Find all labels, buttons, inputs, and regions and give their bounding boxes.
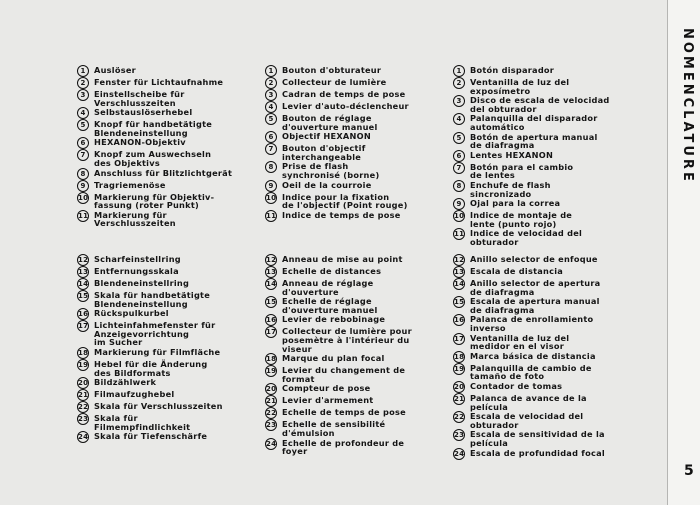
item-number-badge: 2 [77, 77, 89, 89]
item-number-badge: 24 [454, 449, 465, 458]
list-item [453, 266, 628, 278]
list-item [265, 383, 445, 395]
item-number-badge: 21 [454, 394, 465, 403]
list-item [77, 119, 255, 137]
item-number-badge: 16 [266, 316, 277, 325]
list-item [453, 393, 628, 411]
item-label: Bouton d'objectif interchangeable [282, 143, 366, 162]
item-number-badge: 4 [77, 107, 89, 119]
list-item [265, 353, 445, 365]
list-item [77, 290, 255, 308]
item-label: Knopf zum Auswechseln des Objektivs [94, 149, 212, 168]
french-list-top [265, 65, 445, 222]
item-label: Levier de rebobinage [282, 314, 386, 325]
list-item [77, 210, 255, 228]
item-number-badge: 17 [454, 334, 465, 343]
item-label: Marque du plan focal [282, 353, 385, 364]
item-label: Echelle de sensibilité d'émulsion [282, 419, 386, 438]
item-label: Escala de velocidad del obturador [470, 411, 584, 430]
item-number-badge: 21 [266, 397, 277, 406]
item-number-badge: 2 [265, 77, 277, 89]
item-label: Lichteinfahmefenster für Anzeigevorrichtung im Sucher [94, 320, 216, 348]
item-number-badge: 8 [265, 161, 277, 173]
list-item [77, 137, 255, 149]
list-item [265, 77, 445, 89]
list-item [265, 143, 445, 161]
item-number-badge: 18 [78, 348, 89, 357]
item-number-badge: 19 [454, 364, 465, 373]
list-item [453, 448, 628, 460]
list-item [453, 333, 628, 351]
list-item [265, 296, 445, 314]
list-item [453, 77, 628, 95]
list-item [453, 351, 628, 363]
item-label: Palanquilla de cambio de tamaño de foto [470, 362, 592, 382]
german-list-bottom [77, 254, 255, 443]
item-number-badge: 4 [265, 101, 277, 113]
list-item [77, 168, 255, 180]
list-item [265, 254, 445, 266]
list-item [453, 411, 628, 429]
list-item [453, 65, 628, 77]
item-number-badge: 11 [454, 230, 465, 239]
list-item [453, 95, 628, 113]
list-item [77, 347, 255, 359]
item-label: Tragriemenöse [94, 179, 166, 190]
item-label: Prise de flash synchronisé (borne) [282, 161, 380, 180]
list-item [265, 314, 445, 326]
item-label: Anillo selector de apertura de diafragma [470, 278, 601, 297]
item-number-badge: 17 [78, 322, 89, 331]
item-label: Rückspulkurbel [94, 308, 169, 319]
list-item [77, 377, 255, 389]
item-label: Cadran de temps de pose [282, 89, 406, 99]
item-number-badge: 18 [266, 355, 277, 364]
item-label: Botón de apertura manual de diafragma [470, 131, 598, 151]
list-item [265, 407, 445, 419]
item-label: Hebel für die Änderung des Bildformats [94, 358, 208, 378]
item-label: Bildzählwerk [94, 377, 157, 388]
item-label: Markierung für Objektiv- fassung (roter Punkt) [94, 191, 215, 211]
item-label: Echelle de temps de pose [282, 407, 406, 418]
item-label: Anillo selector de enfoque [470, 254, 598, 264]
item-label: Fenster für Lichtaufnahme [94, 77, 224, 87]
item-number-badge: 1 [265, 65, 277, 77]
item-label: Enchufe de flash sincronizado [470, 179, 551, 199]
item-label: Knopf für handbetätigte Blendeneinstellung [94, 119, 213, 138]
item-number-badge: 20 [78, 379, 89, 388]
item-number-badge: 10 [454, 212, 465, 221]
list-item [77, 278, 255, 290]
item-label: Botón para el cambio de lentes [470, 161, 574, 181]
item-number-badge: 20 [266, 385, 277, 394]
list-item [265, 101, 445, 113]
item-number-badge: 17 [266, 328, 277, 337]
list-item [77, 431, 255, 443]
list-item [265, 266, 445, 278]
item-label: Palanquilla del disparador automático [470, 113, 598, 132]
item-label: Ojal para la correa [470, 198, 561, 209]
item-label: Ventanilla de luz del medidor en el visor [470, 332, 570, 352]
item-number-badge: 12 [266, 256, 277, 264]
item-number-badge: 24 [266, 439, 277, 448]
item-label: Compteur de pose [282, 383, 371, 394]
list-item [77, 254, 255, 266]
list-item [77, 320, 255, 347]
item-label: Palanca de avance de la película [470, 392, 587, 412]
item-label: Levier d'armement [282, 395, 374, 406]
item-label: Escala de apertura manual de diafragma [470, 296, 600, 315]
list-item [265, 65, 445, 77]
list-item [77, 65, 255, 77]
item-number-badge: 12 [454, 256, 465, 264]
section-title: NOMENCLATURE [680, 28, 695, 184]
list-item [265, 180, 445, 192]
item-label: Echelle de réglage d'ouverture manuel [282, 296, 378, 315]
item-number-badge: 3 [265, 89, 277, 101]
list-item [453, 180, 628, 198]
item-number-badge: 7 [453, 162, 465, 174]
item-label: Echelle de distances [282, 266, 382, 276]
list-item [453, 429, 628, 447]
item-number-badge: 8 [77, 168, 89, 180]
item-number-badge: 9 [453, 198, 465, 210]
list-item [265, 326, 445, 353]
item-label: Filmaufzughebel [94, 389, 175, 400]
item-number-badge: 16 [454, 316, 465, 325]
list-item [453, 210, 628, 228]
list-item [453, 198, 628, 210]
item-number-badge: 24 [78, 433, 89, 442]
item-number-badge: 15 [266, 298, 277, 307]
list-item [453, 314, 628, 332]
item-number-badge: 23 [454, 431, 465, 440]
item-number-badge: 22 [266, 409, 277, 418]
item-label: Echelle de profondeur de foyer [282, 437, 405, 457]
list-item [77, 308, 255, 320]
list-item [453, 113, 628, 131]
item-number-badge: 22 [454, 413, 465, 422]
item-label: Selbstauslöserhebel [94, 107, 193, 118]
item-label: Contador de tomas [470, 380, 563, 391]
list-item [77, 359, 255, 377]
item-number-badge: 20 [454, 382, 465, 391]
french-list-bottom [265, 254, 445, 456]
list-item [77, 401, 255, 413]
list-item [453, 254, 628, 266]
item-label: Disco de escala de velocidad del obturador [470, 95, 610, 114]
item-label: Ventanilla de luz del exposímetro [470, 77, 570, 96]
item-number-badge: 6 [77, 137, 89, 149]
item-number-badge: 9 [265, 180, 277, 192]
item-number-badge: 11 [78, 211, 89, 220]
item-label: Scharfeinstellring [94, 254, 181, 264]
item-number-badge: 1 [77, 65, 89, 77]
item-number-badge: 14 [266, 280, 277, 288]
item-number-badge: 23 [266, 421, 277, 430]
item-number-badge: 11 [266, 211, 277, 220]
item-label: Indice pour la fixation de l'objectif (Point rouge) [282, 191, 408, 211]
list-item [77, 266, 255, 278]
item-label: Markierung für Verschlusszeiten [94, 209, 176, 229]
item-number-badge: 10 [78, 193, 89, 202]
item-label: Anneau de réglage d'ouverture [282, 278, 374, 297]
list-item [453, 150, 628, 162]
item-label: Objectif HEXANON [282, 131, 371, 142]
item-number-badge: 4 [453, 113, 465, 125]
item-label: HEXANON-Objektiv [94, 137, 186, 148]
list-item [77, 180, 255, 192]
item-label: Skala für Verschlusszeiten [94, 401, 223, 412]
item-label: Bouton de réglage d'ouverture manuel [282, 113, 378, 132]
page-number: 5 [684, 463, 694, 479]
list-item [453, 162, 628, 180]
item-label: Einstellscheibe für Verschlusszeiten [94, 89, 185, 108]
list-item [453, 228, 628, 246]
item-number-badge: 19 [266, 367, 277, 376]
item-label: Skala für handbetätigte Blendeneinstellung [94, 290, 211, 309]
item-number-badge: 5 [265, 113, 277, 125]
list-item [77, 389, 255, 401]
list-item [77, 107, 255, 119]
item-number-badge: 21 [78, 391, 89, 400]
list-item [265, 419, 445, 437]
item-number-badge: 6 [453, 150, 465, 162]
item-number-badge: 3 [77, 89, 89, 101]
item-label: Skala für Tiefenschärfe [94, 431, 208, 442]
item-number-badge: 2 [453, 77, 465, 89]
item-number-badge: 12 [78, 256, 89, 264]
item-number-badge: 3 [453, 95, 465, 107]
item-number-badge: 5 [77, 119, 89, 131]
item-label: Indice de temps de pose [282, 209, 401, 220]
item-number-badge: 22 [78, 403, 89, 412]
item-label: Entfernungsskala [94, 266, 179, 276]
item-label: Bouton d'obturateur [282, 65, 382, 75]
item-number-badge: 8 [453, 180, 465, 192]
item-label: Collecteur de lumière [282, 77, 387, 87]
item-number-badge: 13 [454, 268, 465, 276]
item-number-badge: 7 [265, 143, 277, 155]
item-number-badge: 16 [78, 310, 89, 319]
item-number-badge: 18 [454, 352, 465, 361]
item-number-badge: 15 [78, 292, 89, 300]
item-label: Indice de velocidad del obturador [470, 228, 583, 247]
list-item [265, 113, 445, 131]
list-item [265, 278, 445, 296]
item-label: Anschluss für Blitzlichtgerät [94, 167, 233, 178]
item-label: Lentes HEXANON [470, 149, 554, 160]
list-item [77, 149, 255, 167]
list-item [265, 89, 445, 101]
list-item [265, 131, 445, 143]
list-item [265, 210, 445, 222]
list-item [453, 296, 628, 314]
item-label: Marca básica de distancia [470, 350, 596, 361]
item-label: Blendeneinstellring [94, 278, 190, 288]
item-label: Escala de profundidad focal [470, 447, 605, 458]
list-item [453, 363, 628, 381]
item-number-badge: 9 [77, 180, 89, 192]
list-item [265, 192, 445, 210]
item-label: Oeil de la courroie [282, 179, 372, 190]
german-list-top [77, 65, 255, 228]
item-label: Skala für Filmempfindlichkeit [94, 413, 191, 432]
item-label: Levier d'auto-déclencheur [282, 101, 409, 111]
item-label: Levier du changement de format [282, 365, 406, 384]
list-item [265, 395, 445, 407]
item-number-badge: 14 [454, 280, 465, 288]
item-number-badge: 23 [78, 415, 89, 424]
item-number-badge: 1 [453, 65, 465, 77]
list-item [77, 77, 255, 89]
item-label: Markierung für Filmfläche [94, 346, 221, 357]
item-label: Anneau de mise au point [282, 254, 403, 264]
list-item [453, 381, 628, 393]
item-label: Auslöser [94, 65, 136, 75]
spanish-list-bottom [453, 254, 628, 460]
list-item [453, 278, 628, 296]
item-label: Palanca de enrollamiento inverso [470, 314, 594, 333]
spanish-list-top [453, 65, 628, 247]
item-number-badge: 10 [266, 193, 277, 202]
list-item [77, 89, 255, 107]
item-label: Escala de sensitividad de la película [470, 429, 605, 448]
item-label: Collecteur de lumière pour posemètre à l'intérieur du viseur [282, 326, 412, 354]
item-number-badge: 7 [77, 149, 89, 161]
list-item [265, 438, 445, 456]
item-number-badge: 6 [265, 131, 277, 143]
list-item [77, 413, 255, 431]
item-number-badge: 13 [266, 268, 277, 276]
list-item [265, 365, 445, 383]
item-number-badge: 13 [78, 268, 89, 276]
item-number-badge: 15 [454, 298, 465, 307]
item-label: Indice de montaje de lente (punto rojo) [470, 210, 573, 229]
item-number-badge: 19 [78, 360, 89, 369]
item-number-badge: 5 [453, 132, 465, 144]
item-label: Botón disparador [470, 65, 555, 75]
list-item [453, 132, 628, 150]
list-item [265, 161, 445, 179]
item-label: Escala de distancia [470, 266, 564, 276]
list-item [77, 192, 255, 210]
item-number-badge: 14 [78, 280, 89, 288]
